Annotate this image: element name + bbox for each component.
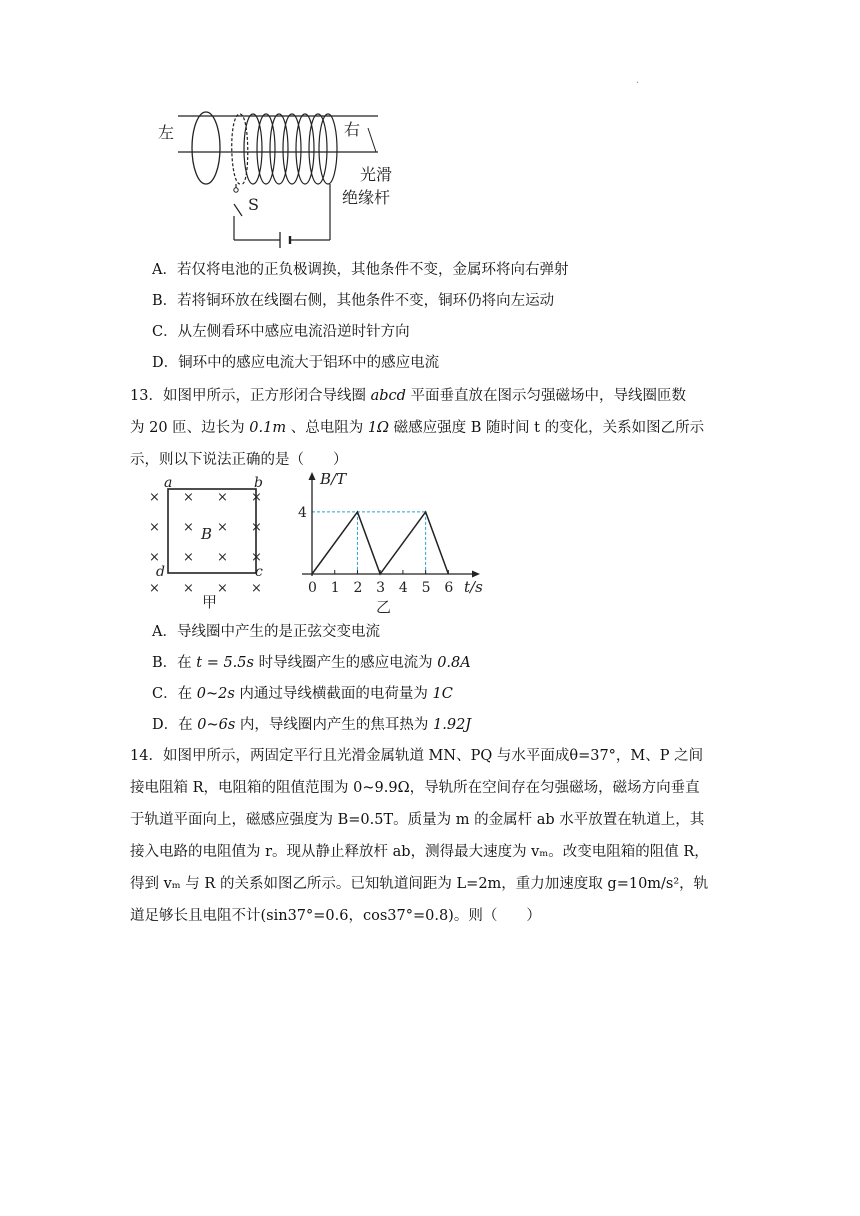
field-cross-mark: × xyxy=(251,520,262,535)
q13-line-1 xyxy=(130,380,730,412)
rod-label-line1: 光滑 xyxy=(360,165,393,184)
q13-b-math1: t = 5.5s xyxy=(196,655,254,671)
q13-option-a xyxy=(152,622,380,642)
q13-d-math1: 0~6s xyxy=(197,717,236,733)
q12-option-a: A．若仅将电池的正负极调换，其他条件不变，金属环将向右弹射 xyxy=(152,262,569,278)
q13-option-b xyxy=(152,653,471,673)
field-cross-mark: × xyxy=(183,581,194,596)
rod-label-line2: 绝缘杆 xyxy=(342,188,391,207)
q12-option-b: B．若将铜环放在线圈右侧，其他条件不变，铜环仍将向左运动 xyxy=(152,293,555,309)
q13-c-mid: 内通过导线横截面的电荷量为 xyxy=(234,686,433,702)
q13-line-3: 示，则以下说法正确的是（ ） xyxy=(130,452,348,468)
q13-b-mid: 时导线圈产生的感应电流为 xyxy=(253,655,438,671)
field-cross-mark: × xyxy=(251,490,262,505)
q13-b-pre: B．在 xyxy=(152,655,197,671)
chart-ticks xyxy=(298,505,453,596)
page-dot: · xyxy=(636,78,640,89)
field-cross-mark: × xyxy=(251,581,262,596)
right-label: 右 xyxy=(344,120,361,139)
q12-option-d: D．铜环中的感应电流大于铝环中的感应电流 xyxy=(152,355,440,371)
field-cross-mark: × xyxy=(183,490,194,505)
q13-option-d xyxy=(152,715,471,735)
coil-figure xyxy=(150,100,420,248)
y-axis-arrow xyxy=(309,472,316,480)
field-cross-mark: × xyxy=(149,581,160,596)
field-cross-mark: × xyxy=(149,520,160,535)
q13-math-resistance: 1Ω xyxy=(367,420,390,436)
field-label-b: B xyxy=(201,525,213,543)
q13-line1-pre: 13．如图甲所示，正方形闭合导线圈 xyxy=(130,388,371,404)
field-cross-mark: × xyxy=(149,490,160,505)
q13-line2-pre: 为 20 匝、边长为 xyxy=(130,420,250,436)
q13-line2-mid: 、总电阻为 xyxy=(286,420,368,436)
x-tick-label: 2 xyxy=(353,580,363,596)
field-cross-mark: × xyxy=(217,550,228,565)
q13-option-c xyxy=(152,684,453,704)
q14-line-1: 14．如图甲所示，两固定平行且光滑金属轨道 MN、PQ 与水平面成θ=37°，M、P 之间 xyxy=(130,748,704,764)
q13-math-side: 0.1m xyxy=(249,420,287,436)
field-cross-mark: × xyxy=(217,520,228,535)
q13-line2-post: 磁感应强度 B 随时间 t 的变化，关系如图乙所示 xyxy=(389,420,705,436)
q13-stem xyxy=(130,380,730,476)
switch-contact xyxy=(234,188,238,192)
switch-label: S xyxy=(248,195,259,214)
field-cross-mark: × xyxy=(183,520,194,535)
chart-series xyxy=(312,512,448,574)
field-cross-mark: × xyxy=(217,581,228,596)
metal-ring xyxy=(192,112,220,184)
coil-loops xyxy=(232,114,337,184)
q14-line-4: 接入电路的电阻值为 r。现从静止释放杆 ab，测得最大速度为 vₘ。改变电阻箱的阻值 R， xyxy=(130,844,709,860)
battery-symbol xyxy=(280,232,290,248)
q12-option-c: C．从左侧看环中感应电流沿逆时针方向 xyxy=(152,324,410,340)
q13-line1-post: 平面垂直放在图示匀强磁场中，导线圈匝数 xyxy=(405,388,687,404)
caption-yi: 乙 xyxy=(376,598,392,616)
q13-c-math2: 1C xyxy=(432,686,453,702)
field-cross-mark: × xyxy=(149,550,160,565)
x-tick-label: 4 xyxy=(398,580,408,596)
q14-line-2: 接电阻箱 R，电阻箱的阻值范围为 0~9.9Ω，导轨所在空间存在匀强磁场，磁场方向垂直 xyxy=(130,780,700,796)
caption-jia: 甲 xyxy=(202,593,218,611)
q13-b-math2: 0.8A xyxy=(437,655,471,671)
corner-a: a xyxy=(164,475,173,491)
q13-d-pre: D．在 xyxy=(152,717,198,733)
left-label: 左 xyxy=(158,123,175,142)
x-tick-label: 6 xyxy=(444,580,454,596)
x-tick-label: 0 xyxy=(308,580,317,596)
x-tick-label: 5 xyxy=(421,580,431,596)
q13-a-text: A．导线圈中产生的是正弦交变电流 xyxy=(152,624,380,640)
x-axis-label: t/s xyxy=(464,578,483,596)
q14-line-3: 于轨道平面向上，磁感应强度为 B=0.5T。质量为 m 的金属杆 ab 水平放置在轨道上，其 xyxy=(130,812,705,828)
q13-d-math2: 1.92J xyxy=(433,717,472,733)
q14-line-6: 道足够长且电阻不计(sin37°=0.6，cos37°=0.8)。则（ ） xyxy=(130,908,541,924)
q14-line-5: 得到 vₘ 与 R 的关系如图乙所示。已知轨道间距为 L=2m，重力加速度取 g=10m/s²，轨 xyxy=(130,876,709,892)
y-tick-label: 4 xyxy=(298,504,307,521)
x-tick-label: 3 xyxy=(376,580,386,596)
fig-yi-chart xyxy=(294,468,494,616)
field-cross-mark: × xyxy=(251,550,262,565)
b-t-series-line xyxy=(312,512,448,574)
corner-d: d xyxy=(156,564,165,580)
q13-d-mid: 内，导线圈内产生的焦耳热为 xyxy=(235,717,434,733)
fig-jia xyxy=(142,475,274,615)
corner-c: c xyxy=(255,564,263,580)
q13-line-2 xyxy=(130,412,730,444)
corner-b: b xyxy=(254,475,263,491)
q13-c-pre: C．在 xyxy=(152,686,197,702)
field-cross-mark: × xyxy=(183,550,194,565)
q13-math-abcd: abcd xyxy=(370,388,406,404)
field-crosses xyxy=(149,490,262,596)
x-tick-label: 1 xyxy=(330,580,340,596)
q14-stem xyxy=(130,740,730,932)
q13-c-math1: 0~2s xyxy=(196,686,235,702)
field-cross-mark: × xyxy=(217,490,228,505)
y-axis-label: B/T xyxy=(320,470,347,488)
x-axis-arrow xyxy=(472,571,480,578)
rod-leader-line xyxy=(368,128,376,152)
